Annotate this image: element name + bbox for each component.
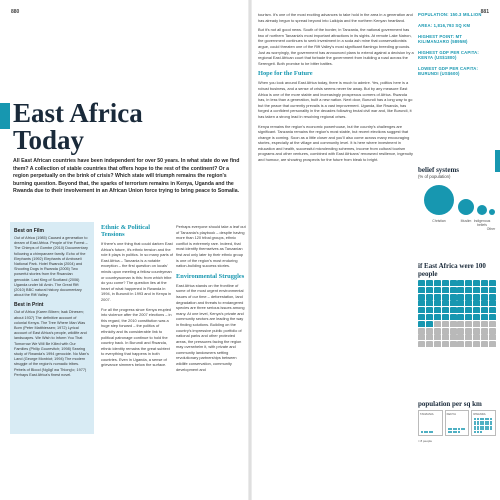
person-icon xyxy=(426,341,433,347)
person-icon xyxy=(426,300,433,306)
belief-dot-muslim xyxy=(458,199,474,215)
person-icon xyxy=(481,321,488,327)
person-icon xyxy=(489,314,496,320)
person-icon xyxy=(450,341,457,347)
person-icon xyxy=(465,341,472,347)
body-paragraph: If there's one thing that could darken East Africa's future, it's ethnic tension and the role it plays in politics. In so many parts of East Africa – Tanzania is a notable exception – the first question on locals' minds upon meeting a fellow countryman or countrywoman is this: from which tribe do you come? The question lies at the heart of what happened in Rwanda in 1994, in Burundi in 1993 and in Kenya in 2007. xyxy=(101,241,174,302)
chapter-tab-left xyxy=(0,103,10,129)
person-icon xyxy=(481,334,488,340)
person-icon xyxy=(489,287,496,293)
stat-label: HIGHEST GDP PER CAPITA: xyxy=(418,50,479,55)
person-icon xyxy=(450,321,457,327)
person-icon xyxy=(418,280,425,286)
person-dot xyxy=(477,418,479,420)
belief-label: Christian xyxy=(432,219,446,223)
person-icon xyxy=(489,321,496,327)
person-icon xyxy=(481,280,488,286)
person-icon xyxy=(442,334,449,340)
person-icon xyxy=(489,307,496,313)
person-icon xyxy=(442,300,449,306)
population-density-title: population per sq km xyxy=(418,400,482,408)
body-paragraph: When you look around East Africa today, there is much to admire. Yes, politics here is a robust business, and a sense of crisis seems never far away. But by any measure East Africa is one of the more stable and increasingly prosperous corners of Africa. Rwanda has, in less than a generation, built a new nation. Next door, Burundi has a long way to go but the peace that currently prevails is a vast improvement. Uganda, like Rwanda, has forged a confident personality in the decades following brutal civil war and, like Burundi, it has taken a strong lead in resolving regional crises. xyxy=(258,80,413,119)
belief-systems-box xyxy=(418,166,496,233)
person-icon xyxy=(450,287,457,293)
key-stats-panel xyxy=(418,12,496,82)
body-paragraph: For all the progress since Kenya erupted into violence after the 2007 elections – in this regard, the 2010 constitution was a huge step forward – the politics of ethnicity and its considerable link to political patronage continue to hold the country back. In Burundi and Rwanda, ethnic identity remains the great subtext to everything that happens in both countries. Even in Uganda, a sense of grievance simmers below the surface. xyxy=(101,306,172,368)
person-dot xyxy=(482,423,484,425)
person-icon xyxy=(418,307,425,313)
person-icon xyxy=(465,287,472,293)
person-icon xyxy=(457,300,464,306)
sidebar-print-heading: Best in Print xyxy=(14,302,44,309)
person-icon xyxy=(473,294,480,300)
person-dot xyxy=(477,423,479,425)
person-icon xyxy=(442,341,449,347)
person-icon xyxy=(457,314,464,320)
recommendations-sidebar xyxy=(10,222,94,434)
population-density-box xyxy=(418,400,496,443)
person-icon xyxy=(457,307,464,313)
person-icon xyxy=(481,328,488,334)
person-dot xyxy=(450,431,452,433)
person-icon xyxy=(489,294,496,300)
person-icon xyxy=(473,280,480,286)
person-icon xyxy=(450,328,457,334)
person-dot xyxy=(480,431,482,433)
person-icon xyxy=(426,307,433,313)
population-dots xyxy=(448,428,467,433)
person-icon xyxy=(434,321,441,327)
person-icon xyxy=(442,307,449,313)
person-icon xyxy=(465,280,472,286)
person-icon xyxy=(481,307,488,313)
person-icon xyxy=(426,294,433,300)
person-dot xyxy=(463,428,465,430)
person-icon xyxy=(434,300,441,306)
section-heading-environment: Environmental Struggles xyxy=(176,272,245,280)
person-icon xyxy=(426,287,433,293)
belief-dot-indigenous xyxy=(477,205,487,215)
section-heading-ethnic: Ethnic & Political Tensions xyxy=(101,224,150,238)
stat-label: POPULATION: 150.3 MILLION xyxy=(418,12,482,17)
person-icon xyxy=(473,300,480,306)
person-dot xyxy=(421,431,423,433)
belief-dot-other xyxy=(489,209,495,215)
title-line-1: East Africa xyxy=(13,98,143,128)
person-icon xyxy=(442,280,449,286)
page-number-right: 881 xyxy=(480,9,489,15)
person-icon xyxy=(465,307,472,313)
sidebar-film-text: Out of Africa (1985) Caused a generation to dream of East Africa. People of the Forest – The Chimps of Gombe (2010) Documentary following a chimpanzee family. Echo of the Elephants (1992) Elephants of Amboseli National Park. Hotel Rwanda (2004) and Shooting Dogs in Rwanda (2005) Two powerful stories from the Rwandan genocide. Last King of Scotland (2006) Uganda under Idi Amin. The Great Rift (2010) BBC natural history documentary about the Rift Valley. xyxy=(14,236,88,298)
body-paragraph: East Africa stands on the frontline of some of the most urgent environmental issues of our time – deforestation, land degradation and threats to endangered species are three serious issues among many. At one level, Kenya's private and community sectors are leading the way in finding solutions. Building on the country's impressive public portfolio of national parks and other protected areas, the pressures facing the region may overwhelm it, with private and community landowners setting revolutionary partnerships between wildlife conservation, community development and xyxy=(176,282,245,372)
person-icon xyxy=(473,334,480,340)
person-icon xyxy=(481,314,488,320)
stat-value: KILIMANJARO (5895M) xyxy=(418,39,468,44)
person-icon xyxy=(434,328,441,334)
person-icon xyxy=(457,341,464,347)
section-heading-hope: Hope for the Future xyxy=(258,70,313,78)
person-icon xyxy=(489,328,496,334)
population-cell-label: RWANDA xyxy=(473,412,486,416)
person-icon xyxy=(489,280,496,286)
person-icon xyxy=(473,307,480,313)
person-icon xyxy=(442,287,449,293)
person-icon xyxy=(457,334,464,340)
person-icon xyxy=(489,300,496,306)
person-icon xyxy=(481,294,488,300)
stat-item xyxy=(418,50,496,60)
person-icon xyxy=(434,341,441,347)
person-dot xyxy=(426,431,428,433)
person-icon xyxy=(473,321,480,327)
column-ethnic-tensions xyxy=(101,224,173,372)
stat-label: AREA: 1,816,793 SQ KM xyxy=(418,23,471,28)
body-paragraph: Kenya remains the region's economic powerhouse, but the country's challenges are significant. Tanzania remains the region's most stable, but recent elections suggest that change is coming. Soon as a little closer and you'll also come across many encouraging stories, especially at the village and community level. It is here where investment in education and health, successful microlending schemes, income from cultural tourism programs and other ventures, combined with East Africans' renowned resilience, ingenuity and humour, are showing prospects for the future from bleak to bright. xyxy=(258,123,413,163)
person-icon xyxy=(481,287,488,293)
person-icon xyxy=(434,294,441,300)
person-icon xyxy=(457,328,464,334)
person-icon xyxy=(426,314,433,320)
person-icon xyxy=(418,328,425,334)
sidebar-film-heading: Best on Film xyxy=(14,228,45,234)
body-paragraph: But it's not all good news. South of the border, in Tanzania, the national government has two of northern Tanzania's most important attractions in its sights. At remote Lake Natron, the government continues to seek investment in a soda ash mine that conservationists argue, could threaten one of the Rift Valley's most significant flamingo breeding grounds. Just as worryingly, the government has announced plans to extend against a decision by a regional East African court that forbade the government from building a road across the Serengeti. Both promise to be bitter battles. xyxy=(258,27,414,66)
title-line-2: Today xyxy=(13,125,85,155)
person-icon xyxy=(465,300,472,306)
population-legend: ≈ 8 people xyxy=(418,439,432,443)
person-icon xyxy=(465,294,472,300)
person-icon xyxy=(426,334,433,340)
person-icon xyxy=(426,328,433,334)
person-dot xyxy=(482,428,484,430)
stat-value: KENYA (US$1800) xyxy=(418,55,457,60)
person-icon xyxy=(418,287,425,293)
population-density-row xyxy=(418,410,496,436)
person-icon xyxy=(442,321,449,327)
stat-item xyxy=(418,34,496,44)
person-icon xyxy=(450,314,457,320)
person-icon xyxy=(457,321,464,327)
population-cell xyxy=(471,410,496,436)
person-icon xyxy=(434,287,441,293)
person-icon xyxy=(434,307,441,313)
person-icon xyxy=(434,334,441,340)
person-icon xyxy=(473,287,480,293)
person-icon xyxy=(418,294,425,300)
person-icon xyxy=(489,341,496,347)
person-icon xyxy=(465,334,472,340)
column-environment xyxy=(176,224,246,376)
belief-systems-subtitle: (% of population) xyxy=(418,174,451,179)
person-icon xyxy=(418,341,425,347)
person-icon xyxy=(450,294,457,300)
person-icon xyxy=(481,341,488,347)
stat-item xyxy=(418,66,496,76)
population-cell xyxy=(445,410,470,436)
person-icon xyxy=(450,280,457,286)
stat-label: LOWEST GDP PER CAPITA: xyxy=(418,66,479,71)
person-icon xyxy=(473,341,480,347)
stat-value: BURUNDI (US$600) xyxy=(418,71,460,76)
person-icon xyxy=(418,321,425,327)
person-icon xyxy=(457,287,464,293)
person-icon xyxy=(426,321,433,327)
person-icon xyxy=(450,300,457,306)
person-icon xyxy=(489,334,496,340)
belief-systems-dots xyxy=(418,183,496,233)
person-icon xyxy=(457,280,464,286)
person-icon xyxy=(442,328,449,334)
body-paragraph: tourism. It's one of the most exciting advances to take hold in the area in a generation and has already begun to spread beyond into Laikipia and the northern Kenyan heartland. xyxy=(258,12,413,23)
stat-item xyxy=(418,12,496,17)
belief-label: Indigenous beliefs xyxy=(473,219,491,227)
person-icon xyxy=(465,328,472,334)
person-icon xyxy=(442,294,449,300)
person-dot xyxy=(431,431,433,433)
belief-label: Muslim xyxy=(460,219,472,223)
person-icon xyxy=(465,314,472,320)
person-icon xyxy=(418,300,425,306)
population-dots xyxy=(421,431,440,433)
population-cell-label: TANZANIA xyxy=(420,412,434,416)
book-spine xyxy=(248,0,252,500)
person-dot xyxy=(477,431,479,433)
person-icon xyxy=(426,280,433,286)
belief-dot-christian xyxy=(424,185,454,215)
if-100-people-box xyxy=(418,262,496,347)
person-icon xyxy=(418,314,425,320)
person-dot xyxy=(490,418,492,420)
person-dot xyxy=(490,423,492,425)
people-grid xyxy=(418,280,496,347)
person-dot xyxy=(490,428,492,430)
stat-item xyxy=(418,23,496,28)
person-icon xyxy=(450,334,457,340)
person-icon xyxy=(465,321,472,327)
belief-systems-title: belief systems xyxy=(418,166,460,174)
sidebar-print-text: Out of Africa (Karen Blixen; Isak Dinesen; about 1937) The definitive account of colonial Kenya. The Tree Where Man Was Born (Peter Matthiessen; 1972) Lyrical account of East Africa's people, wildlife and landscapes. We Wish to Inform You That Tomorrow We Will Be Killed with Our Families (Philip Gourevitch; 1998) Searing study of Rwanda's 1994 genocide. No Man's Land (George Monbiot; 1994) The modern struggle of the region's nomadic tribes. Pebels of Blood (Ngũgĩ wa Thiong'o; 1977) Perhaps East Africa's finest novel. xyxy=(14,310,89,377)
page-number-left: 880 xyxy=(11,9,20,15)
person-icon xyxy=(442,314,449,320)
person-icon xyxy=(473,314,480,320)
person-icon xyxy=(450,307,457,313)
person-icon xyxy=(418,334,425,340)
person-icon xyxy=(457,294,464,300)
stat-label: HIGHEST POINT: MT xyxy=(418,34,463,39)
person-icon xyxy=(473,328,480,334)
population-cell xyxy=(418,410,443,436)
intro-paragraph: All East African countries have been independent for over 50 years. In what state do we find them? A collection of stable countries that offers hope to the rest of the continent? Or a region perpetually on the brink of crisis? Which state will triumph remains the region's burning question. Beyond that, the sparks of terrorism remains in Kenya, Uganda and the Rwanda due to their involvement in an African Union force trying to bring peace to Somalia. xyxy=(13,158,240,195)
belief-label: Other xyxy=(486,227,496,231)
body-paragraph: Perhaps everyone should take a leaf out of Tanzania's playbook – despite having more than 120 tribal groups, ethnic conflict is extremely rare. Indeed, that most identify themselves as Tanzanian first and only later by their ethnic group is one of the region's most enduring nation-building success stories. xyxy=(176,224,246,269)
person-icon xyxy=(481,300,488,306)
person-dot xyxy=(482,418,484,420)
population-cell-label: KENYA xyxy=(446,412,456,416)
person-dot xyxy=(458,431,460,433)
column-right-main xyxy=(258,12,414,167)
person-icon xyxy=(434,314,441,320)
page-title xyxy=(13,100,243,154)
person-icon xyxy=(434,280,441,286)
if-100-people-title: if East Africa were 100 people xyxy=(418,262,486,278)
population-dots xyxy=(474,418,493,433)
